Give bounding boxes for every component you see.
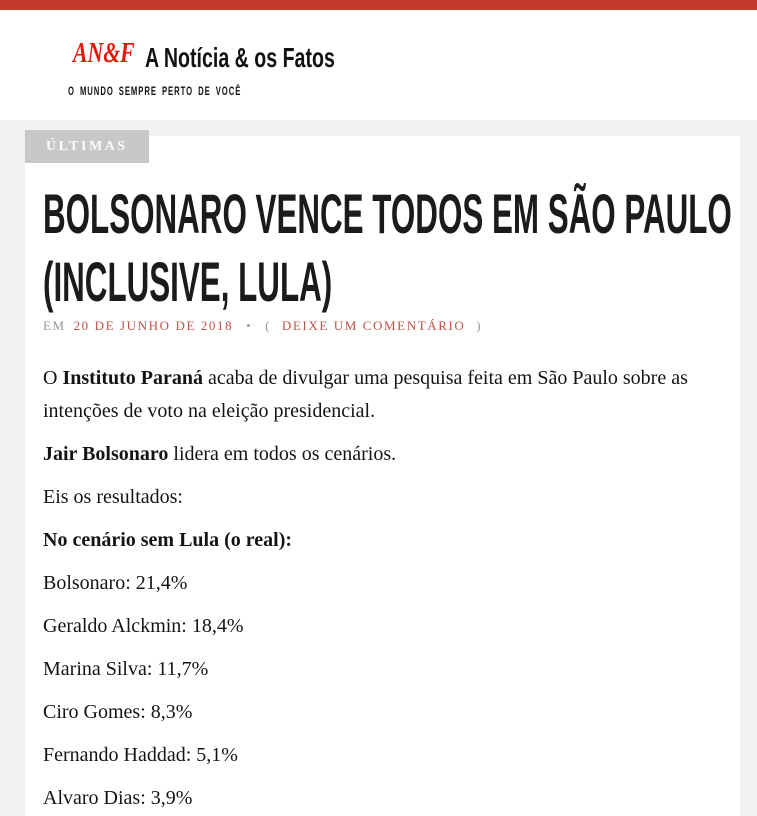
p1-bold-institute: Instituto Paraná [62, 367, 204, 389]
meta-bullet: • [246, 318, 253, 333]
p1-post: acaba de divulgar uma pesquisa feita em São Paulo sobre as intenções de voto na eleição presidencial. [43, 367, 688, 422]
site-logo[interactable]: AN&F [73, 37, 135, 69]
result-line-marina: Marina Silva: 11,7% [43, 658, 209, 680]
result-line-alckmin: Geraldo Alckmin: 18,4% [43, 615, 244, 637]
scenario-heading [43, 524, 722, 557]
p2-bold-candidate: Jair Bolsonaro [43, 443, 169, 465]
meta-close-paren: ) [476, 318, 483, 333]
scenario-heading-text: No cenário sem Lula (o real): [43, 529, 293, 551]
paragraph-results-intro: Eis os resultados: [43, 486, 183, 508]
article-headline [43, 180, 732, 316]
p2-post: lidera em todos os cenários. [168, 443, 397, 465]
site-title-link[interactable]: A Notícia & os Fatos [145, 42, 335, 73]
result-line-ciro: Ciro Gomes: 8,3% [43, 701, 193, 723]
meta-prefix: EM [43, 318, 66, 333]
p1-pre: O [43, 367, 63, 389]
leave-comment-link[interactable]: DEIXE UM COMENTÁRIO [281, 318, 466, 333]
result-line-bolsonaro: Bolsonaro: 21,4% [43, 572, 188, 594]
article-body [43, 362, 722, 815]
article-card [25, 136, 740, 816]
paragraph-leader [43, 438, 722, 471]
site-header [0, 10, 757, 120]
article-meta [43, 318, 722, 334]
result-line-haddad: Fernando Haddad: 5,1% [43, 744, 238, 766]
paragraph-intro [43, 362, 722, 428]
headline-line-1: BOLSONARO VENCE TODOS EM SÃO PAULO [43, 182, 732, 245]
result-line-alvaro: Alvaro Dias: 3,9% [43, 787, 193, 809]
top-accent-bar [0, 0, 757, 10]
site-tagline: O MUNDO SEMPRE PERTO DE VOCÊ [68, 84, 242, 98]
category-badge-ultimas[interactable]: ÚLTIMAS [25, 130, 149, 163]
headline-line-2: (INCLUSIVE, LULA) [43, 250, 333, 313]
article-date-link[interactable]: 20 DE JUNHO DE 2018 [73, 318, 234, 333]
meta-open-paren: ( [265, 318, 272, 333]
